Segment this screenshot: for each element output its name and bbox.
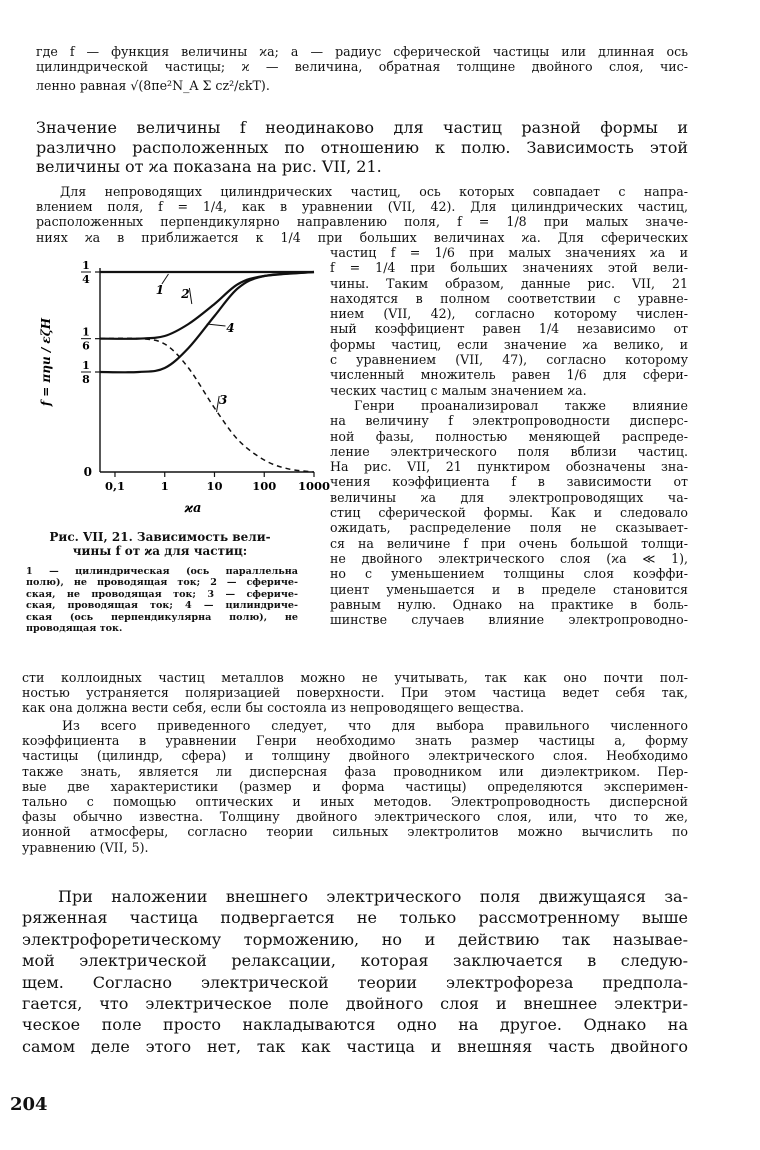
y-tick-denominator: 8 [82, 373, 90, 386]
text-line: частицы (цилиндр, сфера) и толщину двойного электрического слоя. Необходимо [22, 748, 688, 764]
text-line: тально с помощью оптических и иных методов. Электропроводность дисперсной [22, 794, 688, 810]
text-line: ческое поле просто накладываются одно на другое. Однако на [22, 1015, 688, 1035]
paragraph-henry-coefficient [22, 718, 688, 855]
text-line: сти коллоидных частиц металлов можно не учитывать, так как оно почти пол- [22, 670, 688, 685]
y-tick-denominator: 4 [82, 273, 90, 286]
text-line: Генри проанализировал также влияние [354, 397, 688, 413]
label-leader [162, 274, 169, 284]
text-line: ряженная частица подвергается не только рассмотренному выше [22, 908, 688, 928]
y-tick-numerator: 1 [82, 259, 90, 272]
text-line: цилиндрической частицы; ϰ — величина, обратная толщине двойного слоя, чис- [36, 59, 688, 75]
text-line: шинстве случаев влияние электропроводно- [330, 612, 688, 628]
text-line: Значение величины f неодинаково для частиц разной формы и [36, 118, 688, 137]
text-line: величины от ϰa показана на рис. VII, 21. [36, 157, 382, 177]
legend-line: 1 — цилиндрическая (ось параллельна [26, 566, 298, 577]
y-axis-label: f = πηu / εζH [39, 317, 53, 407]
text-line: ностью устраняется поляризацией поверхности. При этом частица ведет себя так, [22, 685, 688, 701]
right-column-text [330, 245, 688, 627]
x-tick-label: 100 [252, 479, 277, 493]
text-line: щем. Согласно электрической теории электрофореза предпола- [22, 972, 688, 992]
intro-paragraph [36, 118, 688, 177]
text-line: ионной атмосферы, согласно теории сильных электролитов можно вычислить по [22, 824, 688, 840]
y-tick-label [81, 326, 91, 353]
text-line: ниях ϰa в приближается к 1/4 при больших величинах ϰa. Для сферических [36, 229, 688, 245]
text-line: Из всего приведенного следует, что для выбора правильного численного [62, 718, 688, 733]
x-tick-label: 1000 [297, 479, 331, 493]
text-line: также знать, является ли дисперсная фаза проводником или диэлектриком. Пер- [22, 763, 688, 779]
text-line: численный множитель равен 1/6 для сфери- [330, 367, 688, 383]
text-line: чины. Таким образом, данные рис. VII, 21 [330, 275, 688, 291]
curve-label-3: 3 [219, 393, 228, 407]
figure-legend [26, 566, 298, 634]
curve-2 [100, 272, 314, 339]
text-line: стиц сферической формы. Как и следовало [330, 505, 688, 521]
text-line: частиц f = 1/6 при малых значениях ϰa и [330, 245, 688, 260]
text-line: мой электрической релаксации, которая заключается в следую- [22, 951, 688, 971]
y-tick-denominator: 6 [82, 339, 90, 353]
chart-labels [39, 259, 330, 516]
legend-line: проводящая ток. [26, 623, 123, 635]
chart-curves [100, 272, 314, 472]
text-line: самом деле этого нет, так как частица и внешняя часть двойного [22, 1036, 688, 1056]
x-tick-label: 10 [206, 479, 223, 493]
text-line: f = 1/4 при больших значениях этой вели- [330, 260, 688, 276]
text-line: находятся в полном соответствии с уравне- [330, 290, 688, 306]
curve-3 [100, 338, 314, 472]
curve-label-4: 4 [226, 321, 235, 335]
text-line: как она должна вести себя, если бы состояла из непроводящего вещества. [22, 700, 524, 716]
text-line: вые две характеристики (размер и форма частицы) определяются эксперимен- [22, 778, 688, 794]
text-line: ческих частиц с малым значением ϰa. [330, 382, 587, 398]
legend-line: полю), не проводящая ток; 2 — сфериче- [26, 577, 298, 589]
text-line: формы частиц, если значение ϰa велико, и [330, 336, 688, 352]
text-line: на величину f электропроводности дисперс- [330, 413, 688, 429]
figure-caption [20, 530, 300, 558]
curve-4 [100, 272, 314, 372]
text-line: ленно равная √(8πe²N_A Σ cz²/εkT). [36, 78, 270, 94]
formula-definition-text [36, 44, 688, 94]
text-line: с уравнением (VII, 47), согласно которому [330, 352, 688, 368]
x-tick-label: 0,1 [104, 479, 125, 493]
text-line: не двойного электрического слоя (ϰa ≪ 1), [330, 550, 688, 566]
text-line: гается, что электрическое поле двойного слоя и внешнее электри- [22, 994, 688, 1014]
text-line: ной фазы, полностью меняющей распреде- [330, 428, 688, 444]
curve-label-1: 1 [155, 283, 165, 297]
figure-chart [24, 258, 331, 538]
y-tick-numerator: 1 [82, 325, 90, 339]
text-line: но с уменьшением толщины слоя коэффи- [330, 566, 688, 582]
x-axis-label: ϰa [184, 501, 202, 516]
text-line: фазы обычно известна. Толщину двойного электрического слоя, или, что то же, [22, 809, 688, 825]
caption-line: чины f от ϰa для частиц: [72, 544, 248, 558]
text-line: равным нулю. Однако на практике в боль- [330, 596, 688, 612]
label-leader [189, 288, 191, 304]
curve-label-2: 2 [181, 287, 190, 301]
label-leader [207, 324, 226, 326]
text-line: где f — функция величины ϰa; a — радиус сферической частицы или длинная ось [36, 44, 688, 59]
text-line: расположенных перпендикулярно направлению поля, f = 1/8 при малых значе- [36, 214, 688, 230]
page-number: 204 [10, 1094, 48, 1115]
legend-line: ская, проводящая ток; 4 — цилиндриче- [26, 600, 298, 612]
text-line: ожидать, распределение поля не сказывает- [330, 520, 688, 536]
text-line: Для непроводящих цилиндрических частиц, ось которых совпадает с напра- [60, 184, 688, 199]
text-line: циент уменьшается и в пределе становится [330, 581, 688, 597]
y-tick-numerator: 1 [82, 359, 90, 372]
text-line: ный коэффициент равен 1/4 независимо от [330, 321, 688, 337]
paragraph-cylindrical [36, 184, 688, 245]
paragraph-relaxation [22, 886, 688, 1057]
legend-line: ская (ось перпендикулярна полю), не [26, 611, 298, 623]
y-tick-label: 0 [83, 465, 92, 479]
text-line: электрофоретическому торможению, но и действию так называе- [22, 929, 688, 949]
text-line: коэффициента в уравнении Генри необходимо знать размер частицы a, форму [22, 733, 688, 749]
text-line: ление электрического поля вблизи частиц. [330, 443, 688, 459]
text-line: нием (VII, 42), согласно которому числен- [330, 306, 688, 322]
x-tick-label: 1 [160, 479, 169, 493]
paragraph-conductivity [22, 670, 688, 716]
caption-line: Рис. VII, 21. Зависимость вели- [49, 530, 271, 544]
text-line: различно расположенных по отношению к полю. Зависимость этой [36, 137, 688, 157]
y-tick-label [81, 259, 91, 286]
text-line: чения коэффициента f в зависимости от [330, 474, 688, 490]
text-line: уравнению (VII, 5). [22, 839, 149, 855]
text-line: При наложении внешнего электрического поля движущаяся за- [58, 887, 688, 906]
text-line: величины ϰa для электропроводящих ча- [330, 489, 688, 505]
text-line: На рис. VII, 21 пунктиром обозначены зна- [330, 459, 688, 475]
text-line: влением поля, f = 1/4, как в уравнении (VII, 42). Для цилиндрических частиц, [36, 199, 688, 215]
text-line: ся на величине f при очень большой толщи- [330, 535, 688, 551]
legend-line: ская, не проводящая ток; 3 — сфериче- [26, 588, 298, 600]
y-tick-label [81, 359, 91, 386]
